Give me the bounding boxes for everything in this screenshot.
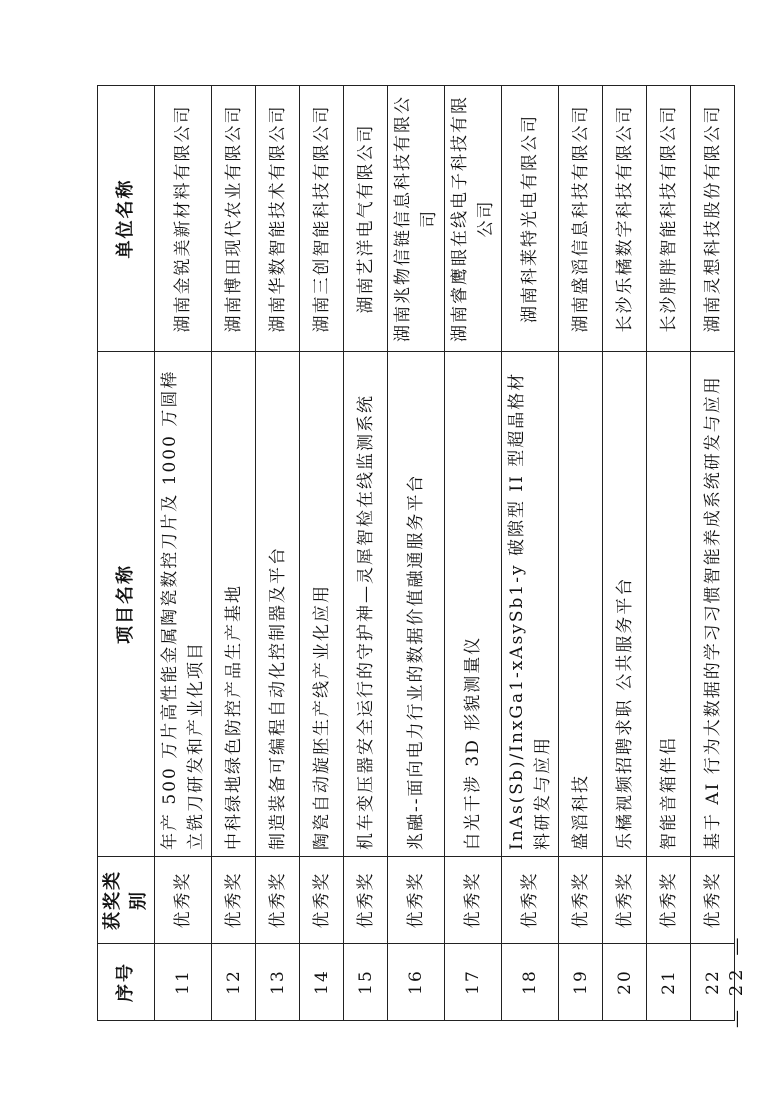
row-seq-cell: 14 [300,944,344,1021]
table-row [212,86,256,1021]
table-body [155,86,735,1021]
row-seq-cell: 22 [691,944,735,1021]
row-project-cell: 白光干涉 3D 形貌测量仪 [445,352,502,857]
table-row [559,86,603,1021]
row-award-cell: 优秀奖 [502,857,559,944]
row-unit-cell: 湖南兆物信链信息科技有限公司 [388,86,445,352]
row-unit-cell: 湖南科莱特光电有限公司 [502,86,559,352]
row-unit-cell: 湖南三创智能科技有限公司 [300,86,344,352]
table-row [300,86,344,1021]
row-seq-cell: 13 [256,944,300,1021]
row-project-cell: 智能音箱伴侣 [647,352,691,857]
table-row [445,86,502,1021]
table-row [502,86,559,1021]
row-award-cell: 优秀奖 [559,857,603,944]
page-number: — 22 — [726,933,747,1028]
row-project-cell: 兆融--面向电力行业的数据价值融通服务平台 [388,352,445,857]
row-award-cell: 优秀奖 [300,857,344,944]
row-seq-cell: 21 [647,944,691,1021]
table-row [155,86,212,1021]
table-row [647,86,691,1021]
row-project-cell: 盛滔科技 [559,352,603,857]
row-award-cell: 优秀奖 [647,857,691,944]
row-project-cell: 制造装备可编程自动化控制器及平台 [256,352,300,857]
row-unit-cell: 湖南艺洋电气有限公司 [344,86,388,352]
row-award-cell: 优秀奖 [155,857,212,944]
row-project-cell: 机车变压器安全运行的守护神—灵犀智检在线监测系统 [344,352,388,857]
row-unit-cell: 湖南灵想科技股份有限公司 [691,86,735,352]
row-seq-cell: 15 [344,944,388,1021]
row-award-cell: 优秀奖 [691,857,735,944]
header-award: 获奖类别 [98,857,155,944]
table-row [388,86,445,1021]
row-unit-cell: 湖南睿鹰眼在线电子科技有限公司 [445,86,502,352]
row-unit-cell: 长沙胖胖智能科技有限公司 [647,86,691,352]
header-seq: 序号 [98,944,155,1021]
row-award-cell: 优秀奖 [603,857,647,944]
row-project-cell: 陶瓷自动旋胚生产线产业化应用 [300,352,344,857]
row-seq-cell: 17 [445,944,502,1021]
row-award-cell: 优秀奖 [445,857,502,944]
row-seq-cell: 12 [212,944,256,1021]
row-award-cell: 优秀奖 [344,857,388,944]
row-unit-cell: 长沙乐橘数字科技有限公司 [603,86,647,352]
row-award-cell: 优秀奖 [212,857,256,944]
row-project-cell: 乐橘视频招聘求职 公共服务平台 [603,352,647,857]
row-seq-cell: 19 [559,944,603,1021]
awards-table [97,85,735,1021]
table-row [344,86,388,1021]
row-unit-cell: 湖南华数智能技术有限公司 [256,86,300,352]
row-seq-cell: 18 [502,944,559,1021]
row-seq-cell: 20 [603,944,647,1021]
row-award-cell: 优秀奖 [256,857,300,944]
row-project-cell: InAs(Sb)/InxGa1-xAsySb1-y 破隙型 II 型超晶格材料研发与应用 [502,352,559,857]
row-seq-cell: 11 [155,944,212,1021]
header-project: 项目名称 [98,352,155,857]
row-project-cell: 年产 500 万片高性能金属陶瓷数控刀片及 1000 万圆棒立铣刀研发和产业化项目 [155,352,212,857]
row-award-cell: 优秀奖 [388,857,445,944]
row-project-cell: 中科绿地绿色防控产品生产基地 [212,352,256,857]
row-seq-cell: 16 [388,944,445,1021]
row-project-cell: 基于 AI 行为大数据的学习习惯智能养成系统研发与应用 [691,352,735,857]
row-unit-cell: 湖南博田现代农业有限公司 [212,86,256,352]
table-row [256,86,300,1021]
table-row [691,86,735,1021]
row-unit-cell: 湖南金锐美新材料有限公司 [155,86,212,352]
header-unit: 单位名称 [98,86,155,352]
table-header-row [98,86,155,1021]
table-row [603,86,647,1021]
row-unit-cell: 湖南盛滔信息科技有限公司 [559,86,603,352]
